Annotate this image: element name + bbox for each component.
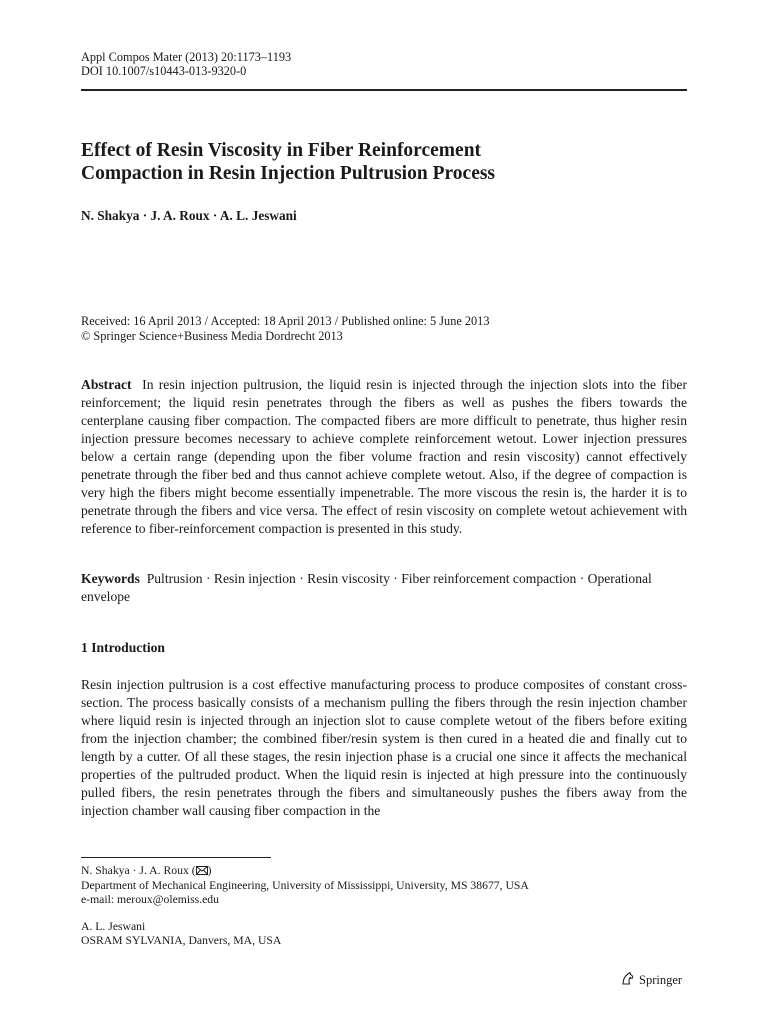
footnote-rule [81, 857, 271, 858]
envelope-icon[interactable] [196, 865, 208, 879]
introduction-text: Resin injection pultrusion is a cost effective manufacturing process to produce composites of constant cross-section. The process basically consists of a mechanism pulling the fibers through the resin injection chamber where liquid resin is injected through an injection slot to cause complete wetout of the fibers before exiting from the injection chamber; the combined fiber/resin system is then cured in a heated die and finally cut to length by a cutter. Of all these stages, the resin injection phase is a crucial one since it affects the mechanical properties of the pultruded product. When the liquid resin is injected at high pressure into the continuously pulled fibers, the resin penetrates through the fibers and simultaneously pushes the fibers away from the injection chamber wall causing fiber compaction in the [81, 677, 687, 818]
footnote-company: OSRAM SYLVANIA, Danvers, MA, USA [81, 934, 282, 947]
publisher-name: Springer [639, 973, 683, 987]
footnote-authors-text: N. Shakya · J. A. Roux ( [81, 864, 196, 877]
springer-horse-icon [620, 971, 635, 990]
title-line-1: Effect of Resin Viscosity in Fiber Reinforcement [81, 140, 482, 161]
article-title [81, 139, 687, 185]
header-rule [81, 89, 687, 91]
author-list: N. Shakya · J. A. Roux · A. L. Jeswani [81, 208, 297, 223]
publisher-logo [620, 971, 682, 990]
journal-header [81, 50, 291, 78]
footnote-authors-close: ) [207, 864, 212, 877]
title-line-2: Compaction in Resin Injection Pultrusion Process [81, 163, 496, 184]
copyright-line: © Springer Science+Business Media Dordrecht 2013 [81, 328, 343, 343]
footnote-authors [81, 864, 529, 879]
keywords-text: Pultrusion · Resin injection · Resin viscosity · Fiber reinforcement compaction · Operational envelope [81, 571, 652, 604]
footnote-email[interactable]: e-mail: meroux@olemiss.edu [81, 893, 219, 906]
publication-dates [81, 314, 687, 343]
abstract-text: In resin injection pultrusion, the liquid resin is injected through the injection slots into the fiber reinforcement; the liquid resin penetrates through the fibers as well as pushes the fibers towards the centerplane causing fiber compaction. The compacted fibers are more difficult to penetrate, thus higher resin injection pressure becomes necessary to achieve complete reinforcement wetout. Lower injection pressures below a certain range (depending upon the fiber volume fraction and resin viscosity) cannot effectively penetrate through the fiber bed and thus cannot achieve complete wetout. Also, if the degree of compaction is very high the fibers might become essentially impenetrable. The more viscous the resin is, the harder it is to penetrate through the fibers and vice versa. The effect of resin viscosity on complete wetout achievement with reference to fiber-reinforcement compaction is presented in this study. [81, 377, 687, 536]
footnote-department: Department of Mechanical Engineering, University of Mississippi, University, MS 38677, USA [81, 879, 529, 892]
keywords [81, 570, 687, 606]
keywords-label: Keywords [81, 571, 140, 586]
footnote-author-b: A. L. Jeswani [81, 920, 146, 933]
section-heading-introduction: 1 Introduction [81, 640, 165, 655]
abstract-label: Abstract [81, 377, 132, 392]
doi: DOI 10.1007/s10443-013-9320-0 [81, 64, 247, 78]
footnote-affiliation-2 [81, 920, 281, 948]
dates-line: Received: 16 April 2013 / Accepted: 18 April 2013 / Published online: 5 June 2013 [81, 314, 490, 328]
footnote-affiliation-1 [81, 864, 529, 907]
journal-citation: Appl Compos Mater (2013) 20:1173–1193 [81, 50, 292, 64]
abstract [81, 376, 687, 538]
